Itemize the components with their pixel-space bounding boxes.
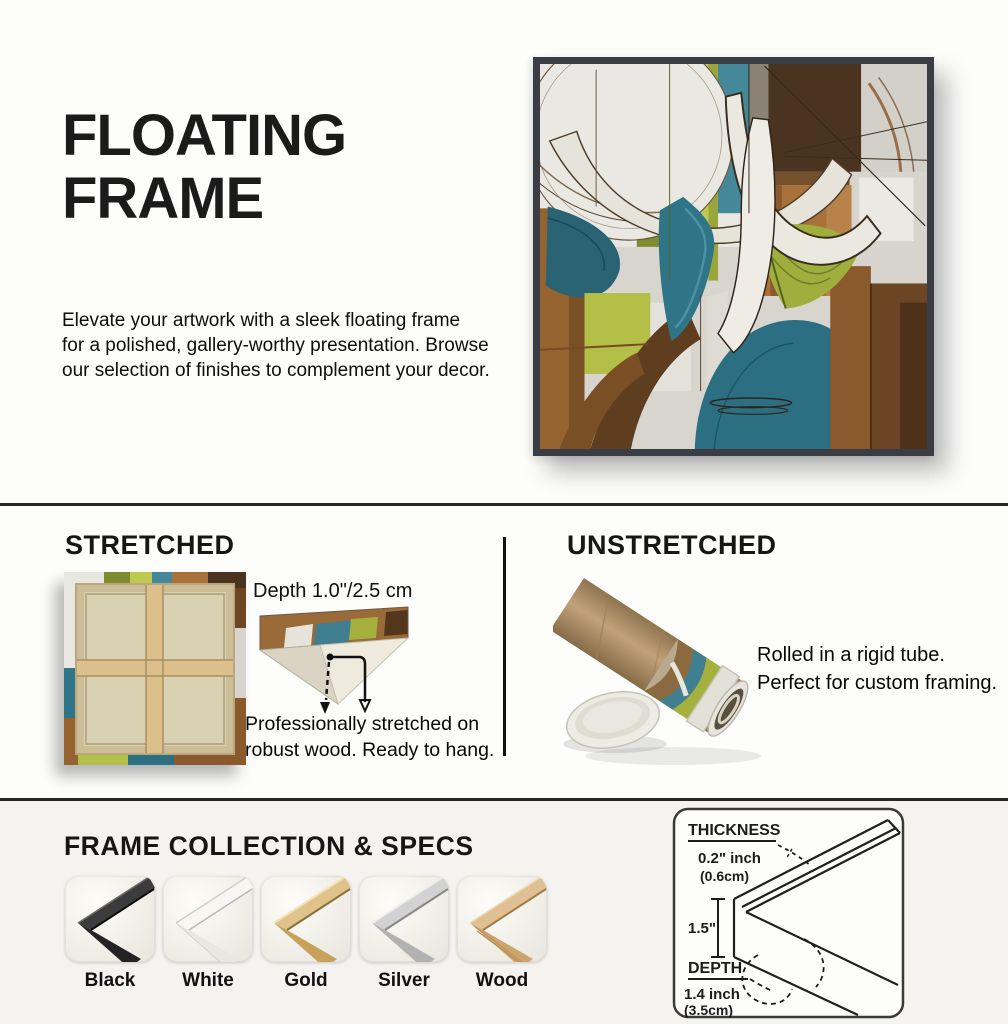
stretched-heading: STRETCHED	[65, 530, 235, 560]
page-title	[62, 104, 346, 230]
frame-label-white: White	[182, 970, 234, 991]
stretched-canvas-back-image	[64, 572, 246, 765]
hero-description-line3: our selection of finishes to complement your decor.	[62, 360, 490, 381]
canvas-back-graphic	[64, 572, 246, 765]
depth-label: DEPTH	[688, 960, 743, 977]
unstretched-tube-image	[553, 570, 771, 777]
frame-swatch-gold	[261, 876, 351, 992]
hero-description-line2: for a polished, gallery-worthy presentation. Browse	[62, 335, 489, 356]
stretched-caption-line2: robust wood. Ready to hang.	[245, 739, 495, 761]
frame-label-wood: Wood	[475, 970, 529, 991]
frame-swatch-row	[65, 876, 547, 992]
page-title-line2: FRAME	[62, 166, 264, 231]
frame-label-silver: Silver	[378, 970, 430, 991]
unstretched-caption	[757, 641, 997, 697]
side-value: 1.5"	[688, 920, 716, 937]
frame-collection-heading: FRAME COLLECTION & SPECS	[64, 831, 474, 861]
frame-specs-diagram	[672, 807, 906, 1020]
frame-specs-graphic	[672, 807, 906, 1020]
stretched-caption-line1: Professionally stretched on	[245, 713, 480, 735]
unstretched-heading: UNSTRETCHED	[567, 530, 777, 560]
rolled-tube-graphic	[553, 570, 771, 772]
depth-note: Depth 1.0"/2.5 cm	[253, 580, 413, 602]
abstract-artwork-image	[540, 64, 927, 449]
frame-label-gold: Gold	[284, 970, 328, 991]
middle-vertical-divider	[503, 537, 506, 756]
corner-depth-graphic	[258, 604, 410, 726]
hero-description-line1: Elevate your artwork with a sleek floating frame	[62, 310, 461, 331]
thickness-label: THICKNESS	[688, 822, 781, 839]
frame-corner-black-icon	[65, 876, 155, 962]
frame-corner-gold-icon	[261, 876, 351, 962]
hero-description	[62, 308, 490, 383]
frame-label-black: Black	[84, 970, 136, 991]
frame-swatch-black	[65, 876, 155, 992]
depth-value: 1.4 inch	[684, 986, 740, 1003]
frame-swatch-white	[163, 876, 253, 992]
frame-corner-silver-icon	[359, 876, 449, 962]
depth-metric: (3.5cm)	[684, 1002, 734, 1018]
unstretched-caption-line1: Rolled in a rigid tube.	[757, 644, 945, 666]
floating-frame-artwork	[533, 57, 934, 456]
frame-corner-white-icon	[163, 876, 253, 962]
frame-swatch-wood	[457, 876, 547, 992]
stretched-caption	[245, 711, 494, 763]
frame-swatch-silver	[359, 876, 449, 992]
page-title-line1: FLOATING	[62, 103, 347, 168]
unstretched-caption-line2: Perfect for custom framing.	[757, 672, 998, 694]
frame-corner-wood-icon	[457, 876, 547, 962]
thickness-metric: (0.6cm)	[700, 868, 750, 884]
thickness-value: 0.2" inch	[698, 850, 761, 867]
